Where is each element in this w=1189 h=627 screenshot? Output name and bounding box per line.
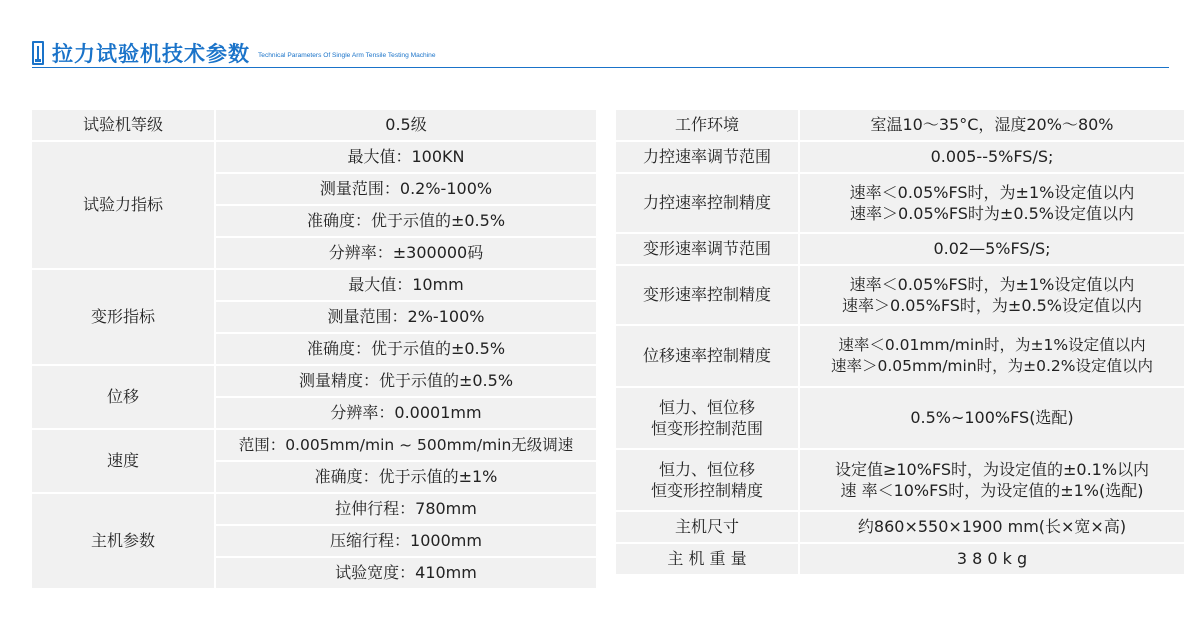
page-title: 拉力试验机技术参数	[52, 42, 250, 66]
spec-value: 准确度：优于示值的±1%	[216, 462, 596, 492]
table-row	[32, 430, 596, 460]
spec-label: 工作环境	[616, 110, 800, 140]
spec-value: 压缩行程：1000mm	[216, 526, 596, 556]
table-row	[32, 270, 596, 300]
spec-value: 分辨率：0.0001mm	[216, 398, 596, 428]
spec-value: 室温10～35°C，湿度20%～80%	[800, 110, 1184, 140]
spec-value: 测量范围：2%-100%	[216, 302, 596, 332]
table-row	[32, 366, 596, 396]
spec-label: 变形速率控制精度	[616, 266, 800, 324]
spec-label: 试验机等级	[32, 110, 216, 140]
spec-value-line: 速率＜0.05%FS时，为±1%设定值以内	[849, 275, 1135, 294]
spec-label: 主 机 重 量	[616, 544, 800, 574]
spec-label-line: 恒变形控制精度	[650, 481, 763, 500]
table-row	[616, 388, 1184, 448]
spec-label: 力控速率控制精度	[616, 174, 800, 232]
table-row	[616, 512, 1184, 542]
table-row	[616, 326, 1184, 386]
spec-value: 约860×550×1900 mm(长×宽×高)	[800, 512, 1184, 542]
spec-value: 0.5%~100%FS(选配)	[800, 388, 1184, 448]
spec-label: 速度	[32, 430, 216, 492]
spec-value: 0.005--5%FS/S;	[800, 142, 1184, 172]
table-row	[32, 142, 596, 172]
spec-label: 变形指标	[32, 270, 216, 364]
table-row	[32, 110, 596, 140]
table-row	[616, 142, 1184, 172]
spec-label	[616, 450, 800, 510]
spec-value: 最大值：100KN	[216, 142, 596, 172]
right-spec-table	[616, 108, 1184, 576]
spec-value: 范围：0.005mm/min ~ 500mm/min无级调速	[216, 430, 596, 460]
page-subtitle: Technical Parameters Of Single Arm Tensile Testing Machine	[258, 52, 436, 59]
table-row	[32, 494, 596, 524]
spec-value: 0.02—5%FS/S;	[800, 234, 1184, 264]
spec-value: 0.5级	[216, 110, 596, 140]
table-row	[616, 174, 1184, 232]
spec-value: 测量范围：0.2%-100%	[216, 174, 596, 204]
spec-label: 变形速率调节范围	[616, 234, 800, 264]
spec-label-line: 恒变形控制范围	[650, 419, 763, 438]
machine-logo-icon	[32, 41, 44, 65]
spec-value-line: 速率＞0.05mm/min时，为±0.2%设定值以内	[830, 357, 1154, 375]
spec-value: 拉伸行程：780mm	[216, 494, 596, 524]
spec-label: 位移速率控制精度	[616, 326, 800, 386]
spec-label: 试验力指标	[32, 142, 216, 268]
spec-value: 分辨率：±300000码	[216, 238, 596, 268]
table-row	[616, 266, 1184, 324]
table-row	[616, 450, 1184, 510]
spec-value	[800, 174, 1184, 232]
spec-label: 主机尺寸	[616, 512, 800, 542]
spec-label: 主机参数	[32, 494, 216, 588]
spec-value-line: 速 率＜10%FS时，为设定值的±1%(选配)	[840, 481, 1144, 500]
spec-value-line: 速率＜0.05%FS时，为±1%设定值以内	[849, 183, 1135, 202]
spec-value: 准确度：优于示值的±0.5%	[216, 334, 596, 364]
table-row	[616, 234, 1184, 264]
page-header	[32, 28, 1169, 68]
spec-value: 测量精度：优于示值的±0.5%	[216, 366, 596, 396]
spec-value-line: 速率＞0.05%FS时，为±0.5%设定值以内	[842, 296, 1142, 315]
left-spec-table	[32, 108, 596, 590]
table-row	[616, 544, 1184, 574]
spec-value: 最大值：10mm	[216, 270, 596, 300]
spec-value: 3 8 0 k g	[800, 544, 1184, 574]
spec-value: 准确度：优于示值的±0.5%	[216, 206, 596, 236]
spec-label	[616, 388, 800, 448]
spec-value-line: 速率＞0.05%FS时为±0.5%设定值以内	[850, 204, 1134, 223]
spec-value: 试验宽度：410mm	[216, 558, 596, 588]
spec-value-line: 速率＜0.01mm/min时，为±1%设定值以内	[838, 336, 1146, 354]
spec-value	[800, 326, 1184, 386]
spec-label-line: 恒力、恒位移	[658, 460, 755, 479]
spec-label-line: 恒力、恒位移	[658, 398, 755, 417]
header-divider	[32, 67, 1169, 68]
spec-value	[800, 450, 1184, 510]
table-row	[616, 110, 1184, 140]
spec-value	[800, 266, 1184, 324]
spec-label: 位移	[32, 366, 216, 428]
spec-value-line: 设定值≥10%FS时，为设定值的±0.1%以内	[834, 460, 1150, 479]
spec-label: 力控速率调节范围	[616, 142, 800, 172]
